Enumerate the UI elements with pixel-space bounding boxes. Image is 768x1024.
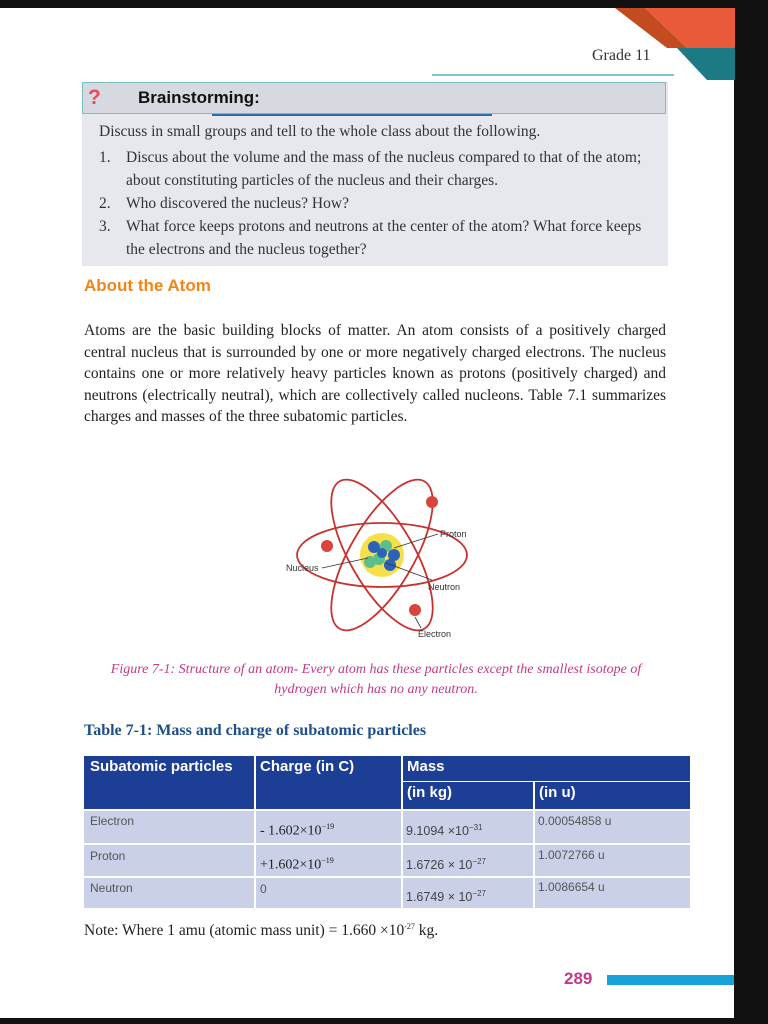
header-mass-kg: (in kg) bbox=[401, 782, 533, 809]
intro-paragraph: Atoms are the basic building blocks of matter. An atom consists of a positively charged central nucleus that is surrounded by one or more negatively charged electrons. The nucleus contains one or more relatively heavy particles known as protons (positively charged) and neutrons (electrically neutral), which are collectively called nucleons. Table 7.1 summarizes charges and masses of the three subatomic particles. bbox=[84, 322, 666, 425]
brainstorming-title: Brainstorming: bbox=[138, 88, 260, 107]
row-neutron-name: Neutron bbox=[90, 881, 133, 895]
atom-diagram bbox=[282, 460, 482, 645]
proton-label: Proton bbox=[440, 529, 467, 539]
list-text: Who discovered the nucleus? How? bbox=[126, 195, 349, 212]
list-number: 2. bbox=[99, 195, 111, 212]
electron-pointer bbox=[415, 617, 421, 628]
figure-caption: Figure 7-1: Structure of an atom- Every atom has these particles except the smallest isotope of hydrogen which has no any neutron. bbox=[110, 662, 642, 697]
row-electron-mass-u: 0.00054858 u bbox=[538, 814, 612, 828]
table-divider bbox=[84, 876, 690, 878]
header-mass: Mass bbox=[401, 756, 690, 782]
brainstorming-underline bbox=[212, 114, 492, 116]
electron-label: Electron bbox=[418, 629, 452, 639]
brainstorming-header bbox=[82, 82, 666, 114]
nucleus-pointer bbox=[322, 558, 368, 568]
question-mark-icon: ? bbox=[88, 86, 101, 109]
table-divider bbox=[533, 782, 535, 908]
header-charge: Charge (in C) bbox=[254, 756, 401, 809]
corner-decoration bbox=[615, 8, 735, 83]
table-divider bbox=[401, 781, 690, 782]
page-number-bar bbox=[607, 975, 734, 985]
list-text: What force keeps protons and neutrons at the center of the atom? What force keeps the electrons and the nucleus together? bbox=[126, 218, 642, 258]
row-neutron-charge: 0 bbox=[260, 882, 267, 896]
row-neutron-mass-u: 1.0086654 u bbox=[538, 880, 605, 894]
row-proton-charge: $+1.602\times 10^{-19}$ bbox=[260, 856, 334, 873]
list-number: 1. bbox=[99, 149, 111, 166]
row-electron-mass-kg: $9.1094 \times 10^{-31}$ bbox=[406, 823, 483, 839]
table-title: Table 7-1: Mass and charge of subatomic particles bbox=[84, 722, 427, 739]
table-divider bbox=[254, 756, 256, 908]
list-item bbox=[96, 215, 662, 261]
list-text: Discus about the volume and the mass of the nucleus compared to that of the atom; about constituting particles of the nucleus and their charges. bbox=[126, 149, 642, 189]
row-proton-name: Proton bbox=[90, 849, 126, 863]
page-number: 289 bbox=[564, 969, 593, 988]
proton-pointer bbox=[394, 534, 438, 548]
electron-dot bbox=[321, 540, 333, 552]
electron-dot bbox=[426, 496, 438, 508]
list-item bbox=[96, 192, 662, 215]
table-divider bbox=[401, 756, 403, 908]
row-electron-charge: - $1.602\times 10^{-19}$ bbox=[260, 822, 335, 839]
row-neutron-mass-kg: $1.6749 \times 10^{-27}$ bbox=[406, 889, 486, 905]
right-frame-bar bbox=[734, 0, 768, 1024]
table-divider bbox=[84, 809, 690, 811]
row-proton-mass-u: 1.0072766 u bbox=[538, 848, 605, 862]
header-mass-u: (in u) bbox=[533, 782, 690, 809]
bottom-frame-bar bbox=[0, 1018, 768, 1024]
nucleus-label: Nucleus bbox=[286, 563, 319, 573]
list-item bbox=[96, 146, 662, 192]
brainstorming-list bbox=[96, 146, 662, 261]
grade-underline bbox=[432, 74, 674, 76]
row-electron-name: Electron bbox=[90, 814, 135, 828]
neutron-label: Neutron bbox=[428, 582, 461, 592]
brainstorming-box bbox=[82, 82, 668, 266]
table-divider bbox=[84, 843, 690, 845]
brainstorming-intro: Discuss in small groups and tell to the whole class about the following. bbox=[99, 123, 541, 140]
list-number: 3. bbox=[99, 218, 111, 235]
section-title: About the Atom bbox=[84, 276, 211, 295]
grade-label: Grade 11 bbox=[592, 47, 651, 64]
top-frame-bar bbox=[0, 0, 768, 8]
note-text: Note: Where 1 amu (atomic mass unit) = $1.660 \times 10^{-27}$ kg. bbox=[84, 922, 439, 940]
header-particles: Subatomic particles bbox=[84, 756, 254, 809]
row-proton-mass-kg: $1.6726 \times 10^{-27}$ bbox=[406, 857, 486, 873]
electron-dot bbox=[409, 604, 421, 616]
subatomic-table bbox=[84, 756, 690, 908]
